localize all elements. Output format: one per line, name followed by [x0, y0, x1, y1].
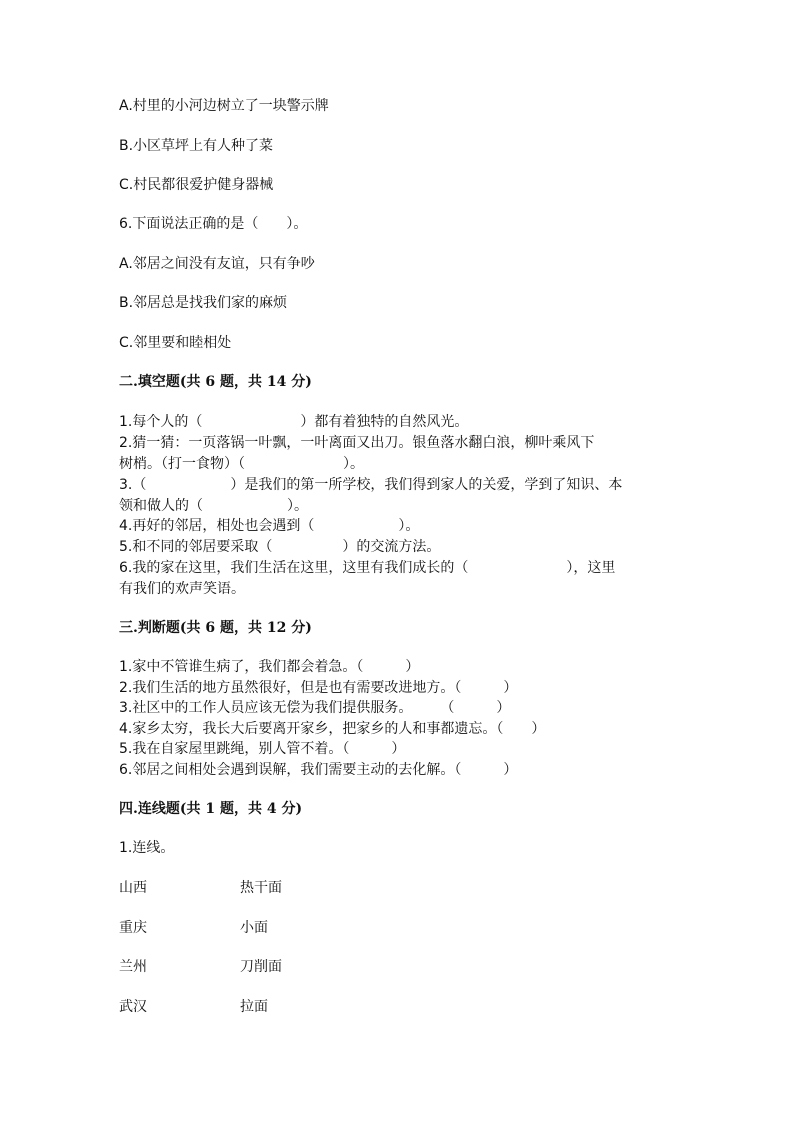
fill-line: 2.猜一猜：一页落锅一叶飘，一叶离面又出刀。银鱼落水翻白浪，柳叶乘风下 [119, 435, 595, 451]
q5-option-c: C.村民都很爱护健身器械 [119, 177, 274, 193]
q5-option-a: A.村里的小河边树立了一块警示牌 [119, 98, 329, 114]
judge-line: 4.家乡太穷，我长大后要离开家乡，把家乡的人和事都遗忘。（ ） [119, 721, 546, 737]
judge-line: 1.家中不管谁生病了，我们都会着急。（ ） [119, 659, 420, 675]
match-stem: 1.连线。 [119, 840, 175, 856]
fill-line: 3.（ ）是我们的第一所学校，我们得到家人的关爱，学到了知识、本 [119, 477, 623, 493]
fill-line: 有我们的欢声笑语。 [119, 581, 245, 597]
match-right-item[interactable]: 刀削面 [240, 959, 282, 975]
match-right-item[interactable]: 小面 [240, 920, 268, 936]
fill-line: 6.我的家在这里，我们生活在这里，这里有我们成长的（ ），这里 [119, 560, 616, 576]
fill-line: 领和做人的（ ）。 [119, 498, 308, 514]
fill-line: 树梢。（打一食物）（ ）。 [119, 456, 364, 472]
q6-option-a: A.邻居之间没有友谊，只有争吵 [119, 256, 315, 272]
fill-line: 5.和不同的邻居要采取（ ）的交流方法。 [119, 539, 441, 555]
match-left-item[interactable]: 武汉 [119, 999, 147, 1015]
judge-line: 3.社区中的工作人员应该无偿为我们提供服务。 （ ） [119, 700, 511, 716]
match-left-item[interactable]: 兰州 [119, 959, 147, 975]
judge-section-heading: 三.判断题(共 6 题，共 12 分) [119, 620, 312, 636]
match-section-heading: 四.连线题(共 1 题，共 4 分) [119, 801, 303, 817]
judge-line: 5.我在自家屋里跳绳，别人管不着。（ ） [119, 741, 406, 757]
judge-line: 6.邻居之间相处会遇到误解，我们需要主动的去化解。（ ） [119, 762, 518, 778]
match-right-item[interactable]: 热干面 [240, 880, 282, 896]
q6-option-b: B.邻居总是找我们家的麻烦 [119, 295, 288, 311]
q6-option-c: C.邻里要和睦相处 [119, 335, 232, 351]
match-left-item[interactable]: 重庆 [119, 920, 147, 936]
fill-line: 4.再好的邻居，相处也会遇到（ ）。 [119, 518, 420, 534]
q6-stem: 6.下面说法正确的是（ ）。 [119, 216, 308, 232]
fill-line: 1.每个人的（ ）都有着独特的自然风光。 [119, 414, 469, 430]
fill-section-heading: 二.填空题(共 6 题，共 14 分) [119, 374, 312, 390]
match-left-item[interactable]: 山西 [119, 880, 147, 896]
q5-option-b: B.小区草坪上有人种了菜 [119, 138, 274, 154]
judge-line: 2.我们生活的地方虽然很好，但是也有需要改进地方。（ ） [119, 680, 518, 696]
match-right-item[interactable]: 拉面 [240, 999, 268, 1015]
